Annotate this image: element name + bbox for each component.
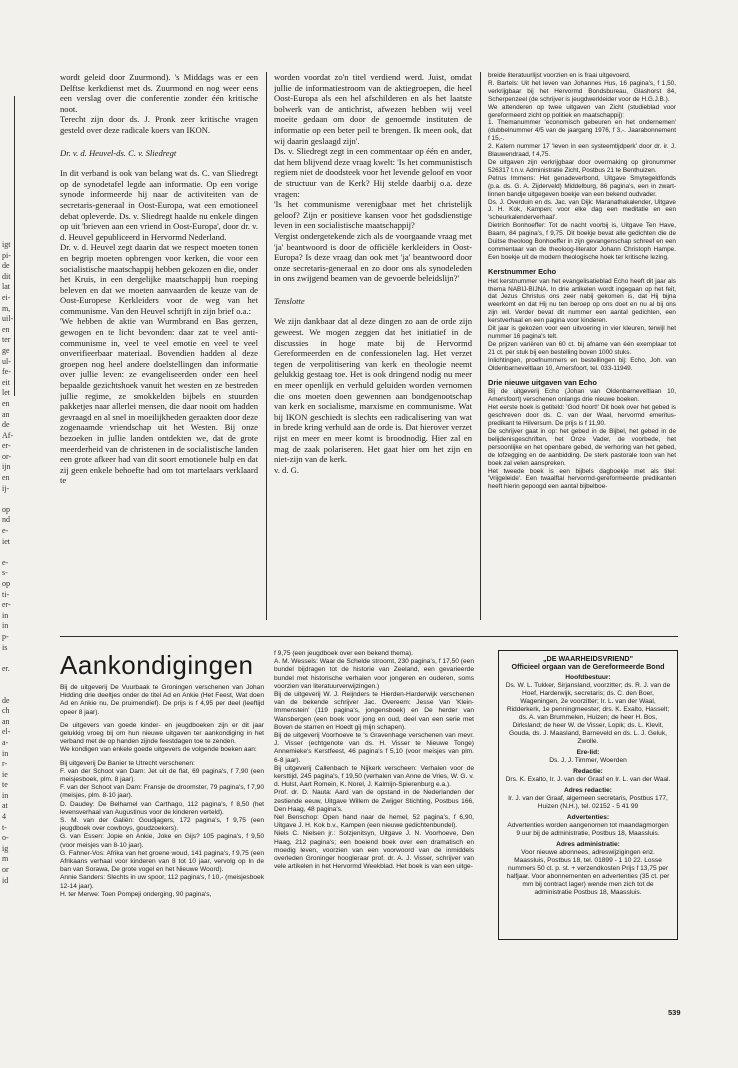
edge-fragment: nd — [2, 515, 10, 525]
edge-fragment: en — [2, 473, 10, 483]
paragraph: Ds. v. Sliedregt zegt in een commentaar op één en ander, dat hem blijvend deze vraag kwelt: 'Is het communistisch regiem niet de doodsteek voor het levende geloof en voor de structuur van de Kerk? Hij stelde daarbij o.a. deze vragen: — [274, 146, 472, 199]
edge-fragment: de — [2, 420, 10, 430]
edge-fragment: lat — [2, 282, 10, 292]
paragraph: 'We hebben de aktie van Wurmbrand en Bas gerzen, gewogen en te licht bevonden: daar zat te veel anti-communisme in, veel te veel emotie en veel te veel onverifieerbaar materiaal. Bovendien hadden al deze groepen nog heel andere doelstellingen dan informatie over jullie leven: ze evangeliseerden onder een heel bepaalde gezichtshoek vanuit het westen en ze bestreden jullie regime, ze smokkelden bijbels en stuurden pakketjes naar allerlei mensen, die daar nooit om hadden gevraagd en al snel in moeilijkheden geraakten door deze zogenaamde vriendschap uit het Westen. Bij onze bezoeken in jullie landen ontdekten we, dat de grote meerderheid van de christenen in de socialistische landen een grote afkeer had van dit soort emotionele hulp en dat zij geen enkele behoefte had om tot martelaars verklaard te — [60, 316, 258, 486]
paragraph: worden voordat zo'n titel verdiend werd. Juist, omdat jullie de informatiestroom van de aktiegroepen, die heel Oost-Europa als een hel afschilderen en als het laatste bolwerk van de antichrist, afwezen hebben wij veel moeite gedaan om door de genoemde instituten de informatie op een beter peil te brengen. Ik meen ook, dat wij daarin geslaagd zijn'. — [274, 72, 472, 146]
edge-fragment: an — [2, 716, 10, 726]
edge-fragment: de — [2, 261, 10, 271]
edge-fragment: en — [2, 324, 10, 334]
paragraph: De prijzen variëren van 60 ct. bij afname van één exemplaar tot 21 ct. per stuk bij een bestelling boven 1000 stuks. — [488, 340, 676, 356]
paragraph: Dit jaar is gekozen voor een uitvoering in vier kleuren, terwijl het nummer 16 pagina's telt. — [488, 325, 676, 340]
edge-fragment: r- — [2, 759, 8, 769]
left-border-line — [14, 96, 15, 396]
column-divider — [266, 72, 267, 620]
paragraph: Terecht zijn door ds. J. Pronk zeer kritische vragen gesteld over deze radicale koers van IKON. — [60, 114, 258, 135]
paragraph: Nel Benschop: Open hand naar de hemel, 52 pagina's, f 6,90, Uitgave J. H. Kok b.v., Kampen (een nieuwe gedichtenbundel). — [274, 814, 474, 830]
masthead-heading: Redactie: — [573, 768, 603, 775]
paragraph: Ds. J. Overduin en ds. Jac. van Dijk: Maranathakalender, Uitgave J. H. Kok, Kampen; voor elke dag een meditatie en een 'scheurkalenderverhaal'. — [488, 198, 676, 222]
edge-fragment: ch — [2, 706, 10, 716]
paragraph: D. Daudey: De Belhamel van Carthago, 112 pagina's, f 8,50 (het levensverhaal van Augustinus voor de kinderen verteld). — [60, 800, 264, 816]
section-heading: Dr. v. d. Heuvel-ds. C. v. Sliedregt — [60, 147, 177, 158]
masthead-title: „DE WAARHEIDSVRIEND" — [542, 654, 634, 663]
column-divider — [480, 72, 481, 620]
edge-fragment: er- — [2, 600, 11, 610]
paragraph: f 9,75 (een jeugdboek over een bekend thema). — [274, 650, 413, 657]
edge-fragment: m, — [2, 303, 11, 313]
edge-fragment: de — [2, 695, 10, 705]
edge-fragment: iet — [2, 536, 10, 546]
page-number: 539 — [668, 1008, 681, 1017]
paragraph: Vergist ondergetekende zich als de voorgaande vraag met 'ja' beantwoord is door de officiële kerkleiders in Oost-Europa? Is deze vraag dan ook met 'ja' beantwoord door onze secretaris-generaal en zo door ons als synodeleden in ons zwijgend beamen van de gevoerde beleidslijn?' — [274, 230, 472, 284]
edge-fragment: op — [2, 504, 10, 514]
edge-fragment: er. — [2, 663, 10, 673]
edge-fragment: in — [2, 621, 9, 631]
edge-fragment — [2, 674, 14, 685]
paragraph: A. M. Wessels: Waar de Schelde stroomt, 230 pagina's, f 17,50 (een bundel bijdragen tot de historie van Zeeland, een gevarieerde bundel met historische verhalen voor jongeren en ouderen, soms voorzien van literatuurverwijzingen.) — [274, 658, 474, 690]
edge-fragment: in — [2, 790, 9, 800]
edge-fragment: er- — [2, 441, 11, 451]
edge-fragment — [2, 547, 14, 558]
edge-fragment: uil- — [2, 314, 14, 324]
edge-fragment: e- — [2, 526, 9, 536]
edge-fragment: a- — [2, 737, 9, 747]
paragraph: Inlichtingen, proefnummers en bestellingen bij: Echo, Joh. van Oldenbarneveltlaan 10, Amersfoort, tel. 033-11949. — [488, 356, 676, 372]
article-column-2 — [274, 72, 472, 622]
edge-fragment: m — [2, 854, 9, 864]
article-column-3 — [488, 72, 676, 624]
paragraph: Het eerste boek is getiteld: 'God hoort!' Dit boek over het gebed is geschreven door ds. C. van der Waal, hervormd emeritus-predikant te Hilversum. De prijs is f 11,90. — [488, 404, 676, 428]
paragraph: Niels C. Nielsen jr.: Solzjenitsyn, Uitgave J. N. Voorhoeve, Den Haag, 212 pagina's; een boeiend boek over een dramatisch en moedig leven, voorzien van een voorwoord van de inmiddels overleden Groninger hoogleraar prof. dr. A. J. Visser, schrijver van vele artikelen in het Hervormd Weekblad. Het boek is van een uitge- — [274, 830, 474, 871]
paragraph: De uitgevers van goede kinder- en jeugdboeken zijn er dit jaar gelukkig vroeg bij om hun nieuwe uitgaven ter aankondiging in het verband met de op handen zijnde feestdagen toe te zenden. — [60, 721, 264, 746]
section-heading: Drie nieuwe uitgaven van Echo — [488, 377, 597, 387]
paragraph: 'Is het communisme verenigbaar met het christelijk geloof? Zijn er positieve kansen voor het godsdienstige leven in een socialistische maatschappij? — [274, 199, 472, 231]
edge-fragment: is — [2, 642, 8, 652]
edge-fragment: t- — [2, 822, 7, 832]
paragraph: We zijn dankbaar dat al deze dingen zo aan de orde zijn geweest. We mogen zeggen dat het initiatief in de discussies in hoge mate bij de Hervormd Gereformeerden en de confessionelen lag. Het verzet tegen de verpolitisering van kerk en theologie neemt gelukkig gestaag toe. Het is ook dringend nodig nu meer en meer openlijk en verhuld geluiden worden vernomen die ons moeten doen gewennen aan bondgenootschap van kerk en socialisme, marxisme en communisme. Wat bij IKON geschiedt is slechts een radicalisering van wat in brede kring verhuld aan de orde is. Dat hierover verzet rijst en meer en meer komt is broodnodig. Hier zal en mag de zaak polariseren. Het gaat hier om het zijn en niet-zijn van de kerk. — [274, 316, 472, 465]
author-signature: v. d. G. — [274, 464, 299, 475]
section-heading: Kerstnummer Echo — [488, 266, 557, 276]
paragraph: Bij uitgeverij Callenbach te Nijkerk verscheen: Verhalen voor de kersttijd, 245 pagina's, f 19,50 (verhalen van Anne de Vries, W. G. v. d. Hulst, Aart Romein, K. Norel, J. Kalmijn-Spierenburg e.a.). — [274, 764, 474, 789]
paragraph: Bij uitgeverij De Banier te Utrecht verschenen: — [60, 759, 195, 767]
paragraph: De schrijver gaat in op: het gebed in de Bijbel, het gebed in de belijdenisgeschriften, het Onze Vader, de voorbede, het persoonlijke en het openbare gebed, de verhoring van het gebed, de lofzegging en de aanbidding. De sterk pastorale toon van het boek zal velen aanspreken. — [488, 427, 676, 467]
edge-fragment: or — [2, 865, 9, 875]
masthead-subtitle: Officieel orgaan van de Gereformeerde Bond — [511, 662, 665, 671]
edge-fragment: dit — [2, 271, 11, 281]
paragraph: Petrus Immens: Het genadeverbond, Uitgave Smytegeldfonds (p.a. ds. G. A. Zijderveld) Middelburg, 86 pagina's, een in zwart-linnen bandje uitgegeven boekje van een bekend oudvader. — [488, 174, 676, 198]
paragraph: Bij de uitgeverij Voorhoeve te 's Gravenhage verschenen van mevr. J. Visser (echtgenote van ds. H. Visser te Nieuwe Tonge) Annemieke's Kerstfeest, 46 pagina's f 5,10 (voor meisjes van plm. 6-8 jaar). — [274, 732, 474, 764]
edge-fragment: ul- — [2, 356, 11, 366]
masthead-box — [498, 650, 678, 940]
masthead-heading: Advertenties: — [566, 814, 610, 821]
paragraph: Het tweede boek is een bijbels dagboekje met als titel: 'Vrijgeleide'. Een twaalftal hervormd-gereformeerde predikanten heeft hierin gepoogd een aantal bijbelboe- — [488, 467, 676, 491]
paragraph: Prof. dr. D. Nauta: Aard van de opstand in de Nederlanden der zestiende eeuw, Uitgave Willem de Zwijger Stichting, Postbus 166, Den Haag, 48 pagina's. — [274, 789, 474, 813]
paragraph: Dietrich Bonhoeffer: Tot de nacht voorbij is, Uitgave Ten Have, Baarn, 84 pagina's, f 9,75. Dit boekje bevat alle gedichten die de Duitse theoloog Bonhoeffer in zijn gevangenschap schreef en een commentaar van de theoloog-literator Johann Christoph Hampe. Een boekje uit de modern theologische hoek ter kritische lezing. — [488, 222, 676, 261]
edge-fragment: s- — [2, 568, 8, 578]
paragraph: 1. Themanummer 'economisch gebeuren en het ondernemen' (dubbelnummer 4/5 van de jaargang 1976, f 3,-. Jaarabonnement f 15,-. — [488, 119, 676, 143]
masthead-heading: Hoofdbestuur: — [565, 674, 611, 681]
masthead-heading: Adres administratie: — [556, 841, 620, 848]
edge-fragment — [2, 685, 14, 696]
masthead-text: Drs. K. Exalto, Ir. J. van der Graaf en Ir. L. van der Waal. — [505, 776, 671, 783]
masthead-text: Ir. J. van der Graaf, algemeen secretaris, Postbus 177, Huizen (N.H.), tel. 02152 - 5 41 99 — [508, 795, 668, 810]
paragraph: Bij de uitgeverij W. J. Reijnders te Hierden-Harderwijk verschenen van de bekende schrijver Jac. Overeem: Jesse Van 'Klein-Immenstein' (119 pagina's, jongensboek) en De herder van Wansbergen (een boek voor jong en oud, deel van een serie met Boven de starren en Hoedt gij mijn schapen). — [274, 691, 474, 731]
edge-fragment: Af- — [2, 430, 14, 440]
masthead-heading: Adres redactie: — [563, 787, 612, 794]
edge-fragment: fe- — [2, 367, 11, 377]
edge-fragment — [2, 653, 14, 664]
edge-fragment: let — [2, 388, 10, 398]
edge-fragment: 4 — [2, 812, 6, 822]
section-divider — [60, 636, 678, 637]
edge-fragment: at — [2, 801, 8, 811]
edge-fragment: pi- — [2, 250, 11, 260]
edge-fragment: eit — [2, 377, 10, 387]
paragraph: Dr. v. d. Heuvel zegt daarin dat we respect moeten tonen en begrip moeten opbrengen voor kerken, die voor een socialistische maatschappij hebben gekozen en die, onder het Kruis, in een dergelijke maatschappij hun roeping beleven en dat we moeten aanvaarden de keuze van de Oost-Europese Kerkleiders voor de weg van het communisme. Van den Heuvel schrijft in zijn brief o.a.: — [60, 242, 258, 316]
edge-fragment: id — [2, 875, 9, 885]
edge-fragment: o- — [2, 833, 9, 843]
edge-fragment: ijn — [2, 462, 11, 472]
edge-fragment: e- — [2, 557, 9, 567]
edge-fragment: igt — [2, 240, 11, 249]
paragraph: Bij de uitgeverij De Vuurbaak te Groningen verschenen van Johan Hidding drie deeltjes onder de titel Ad en Ankie (Het Feest, Wat doen Ad en Ankie nu, De pruimendief). De prijs is f 4,95 per deel (leeftijd opeer 8 jaar). — [60, 684, 264, 716]
edge-fragment: ij- — [2, 483, 10, 493]
edge-fragment: op — [2, 579, 10, 588]
edge-fragment: ter — [2, 335, 11, 345]
masthead-text: Voor nieuwe abonnees, adreswijzigingen enz. Maassluis, Postbus 18, tel. 01899 - 1 10 22. Losse nummers 50 ct. p. st. + verzendkosten Prijs f 13,75 per halfjaar. Voor abonnementen en advertenties (35 ct. per mm bij contract lager) wende men zich tot de administratie Postbus 18, Maassluis. — [506, 849, 670, 896]
edge-fragment: ei- — [2, 292, 11, 302]
article-column-1 — [60, 72, 258, 622]
masthead-heading: Ere-lid: — [576, 749, 600, 756]
paragraph: F. van der Schoot van Dam: Fransje de droomster, 79 pagina's, f 7,90 (meisjes, plm. 8-10 jaar). — [60, 784, 264, 800]
edge-fragment: en — [2, 398, 10, 408]
announcements-column-1 — [60, 684, 264, 1018]
announcements-column-2 — [274, 650, 474, 1018]
announcements-title: Aankondigingen — [60, 650, 254, 680]
edge-fragment: ge — [2, 345, 10, 355]
edge-fragment — [2, 494, 14, 505]
masthead-text: Ds. J. J. Timmer, Woerden — [549, 757, 627, 764]
masthead-text: Ds. W. L. Tukker, Sirjansland, voorzitter; ds. R. J. van de Hoef, Harderwijk, secretaris; ds. C. den Boer, Wageningen, 2e voorzitter; Ir. L. van der Waal, Ridderkerk, 1e penningmeester; drs. K. Exalto, Hasselt; ds. A. van Brummelen, Huizen; de heer H. Bos, Dirksland; de heer W. de Visser, Lopik; ds. L. Klevit, Gouda, ds. J. Maasland, Barneveld en ds. L. J. Geluk, Zwolle. — [505, 682, 671, 745]
paragraph: G. Fahner-Vos: Afrika van het groene woud, 141 pagina's, f 9,75 (een Afrikaans verhaal voor kinderen van 8 tot 10 jaar, vervolg op In de ban van Sorawa, De grote vogel en het Nieuwe Woord). — [60, 849, 264, 874]
left-edge-fragments — [2, 240, 14, 886]
paragraph: Annie Sanders: Slechts in uw spoor, 112 pagina's, f 10,- (meisjesboek 12-14 jaar). — [60, 874, 264, 890]
paragraph: G. van Essen: Jopie en Ankie, Joke en Gijs? 105 pagina's, f 9,50 (voor meisjes van 8-10 jaar). — [60, 833, 264, 849]
masthead-text: Advertenties worden aangenomen tot maandagmorgen 9 uur bij de administratie, Postbus 18, Maassluis. — [507, 822, 669, 837]
edge-fragment: or- — [2, 451, 12, 461]
paragraph: 2. Katern nummer 17 'leven in een systeemtijdperk' door dr. ir. J. Blauwendraad, f 4,75. — [488, 143, 676, 159]
paragraph: Bij de uitgeverij Echo (Johan van Oldenbarneveltlaan 10, Amersfoort) verschenen onlangs drie nieuwe boeken. — [488, 388, 676, 404]
edge-fragment: p- — [2, 631, 9, 641]
paragraph: We attenderen op twee uitgaven van Zicht (studieblad voor gereformeerd zicht op politiek en maatschappij): — [488, 103, 676, 119]
paragraph: In dit verband is ook van belang wat ds. C. van Sliedregt op de synodetafel legde aan informatie. Op een vorige synode informeerde hij naar de activiteiten van de secretaris-generaal in Oost-Europa, wat een emotioneel debat opleverde. Ds. v. Sliedregt haalde nu enkele dingen op uit 'brieven aan een vriend in Oost-Europa', door dr. v. d. Heuvel gepubliceerd in Hervormd Nederland. — [60, 168, 258, 242]
paragraph: breide literatuurlijst voorzien en is fraai uitgevoerd. — [488, 72, 631, 79]
edge-fragment: ti- — [2, 589, 10, 599]
paragraph: F. van der Schoot van Dam: Jet uit de flat, 69 pagina's, f 7,90 (een meisjesboek, plm. 8 jaar). — [60, 767, 264, 784]
edge-fragment: el- — [2, 727, 11, 737]
paragraph: S. M. van der Galiën: Goudjagers, 172 pagina's, f 9,75 (een jeugdboek over cowboys, goudzoekers). — [60, 817, 264, 833]
edge-fragment: ie — [2, 769, 8, 779]
paragraph: We kondigen van enkele goede uitgevers de volgende boeken aan: — [60, 746, 257, 754]
section-heading: Tenslotte — [274, 295, 305, 306]
edge-fragment: ig — [2, 843, 9, 853]
paragraph: Het kerstnummer van het evangelisatieblad Echo heeft dit jaar als thema NABIJ-BIJNA. In drie artikelen wordt ingegaan op het feit, dat Jezus Christus ons zeer nabij gekomen is, dat Hij bijna weerkomt en dat Hij nu ten beroep op ons doet en nu al bij ons zijn wil. Verder bevat dit nummer een aantal gedichten, een kerstverhaal en een pagina voor kinderen. — [488, 277, 676, 325]
edge-fragment: te — [2, 780, 8, 790]
paragraph: H. ter Merwe: Toen Pompeji onderging, 90 pagina's, — [60, 890, 212, 898]
paragraph: R. Bartels: Uit het leven van Johannes Hus, 16 pagina's, f 1,50, verkrijgbaar bij het Hervormd Bondsbureau, Glashorst 84, Scherpenzeel (de schrijver is jeugdwerkleider voor de H.G.J.B.). — [488, 79, 676, 103]
paragraph: De uitgaven zijn verkrijgbaar door overmaking op gironummer 526317 t.n.v. Administratie Zicht, Postbus 21 te Benthuizen. — [488, 158, 676, 174]
paragraph: wordt geleid door Zuurmond). 's Middags was er een Delftse kerkdienst met ds. Zuurmond en nog weer eens een verslag over die conferentie zonder één kritische noot. — [60, 72, 258, 114]
edge-fragment: in — [2, 610, 9, 620]
edge-fragment: in — [2, 748, 9, 758]
edge-fragment: an — [2, 409, 10, 419]
